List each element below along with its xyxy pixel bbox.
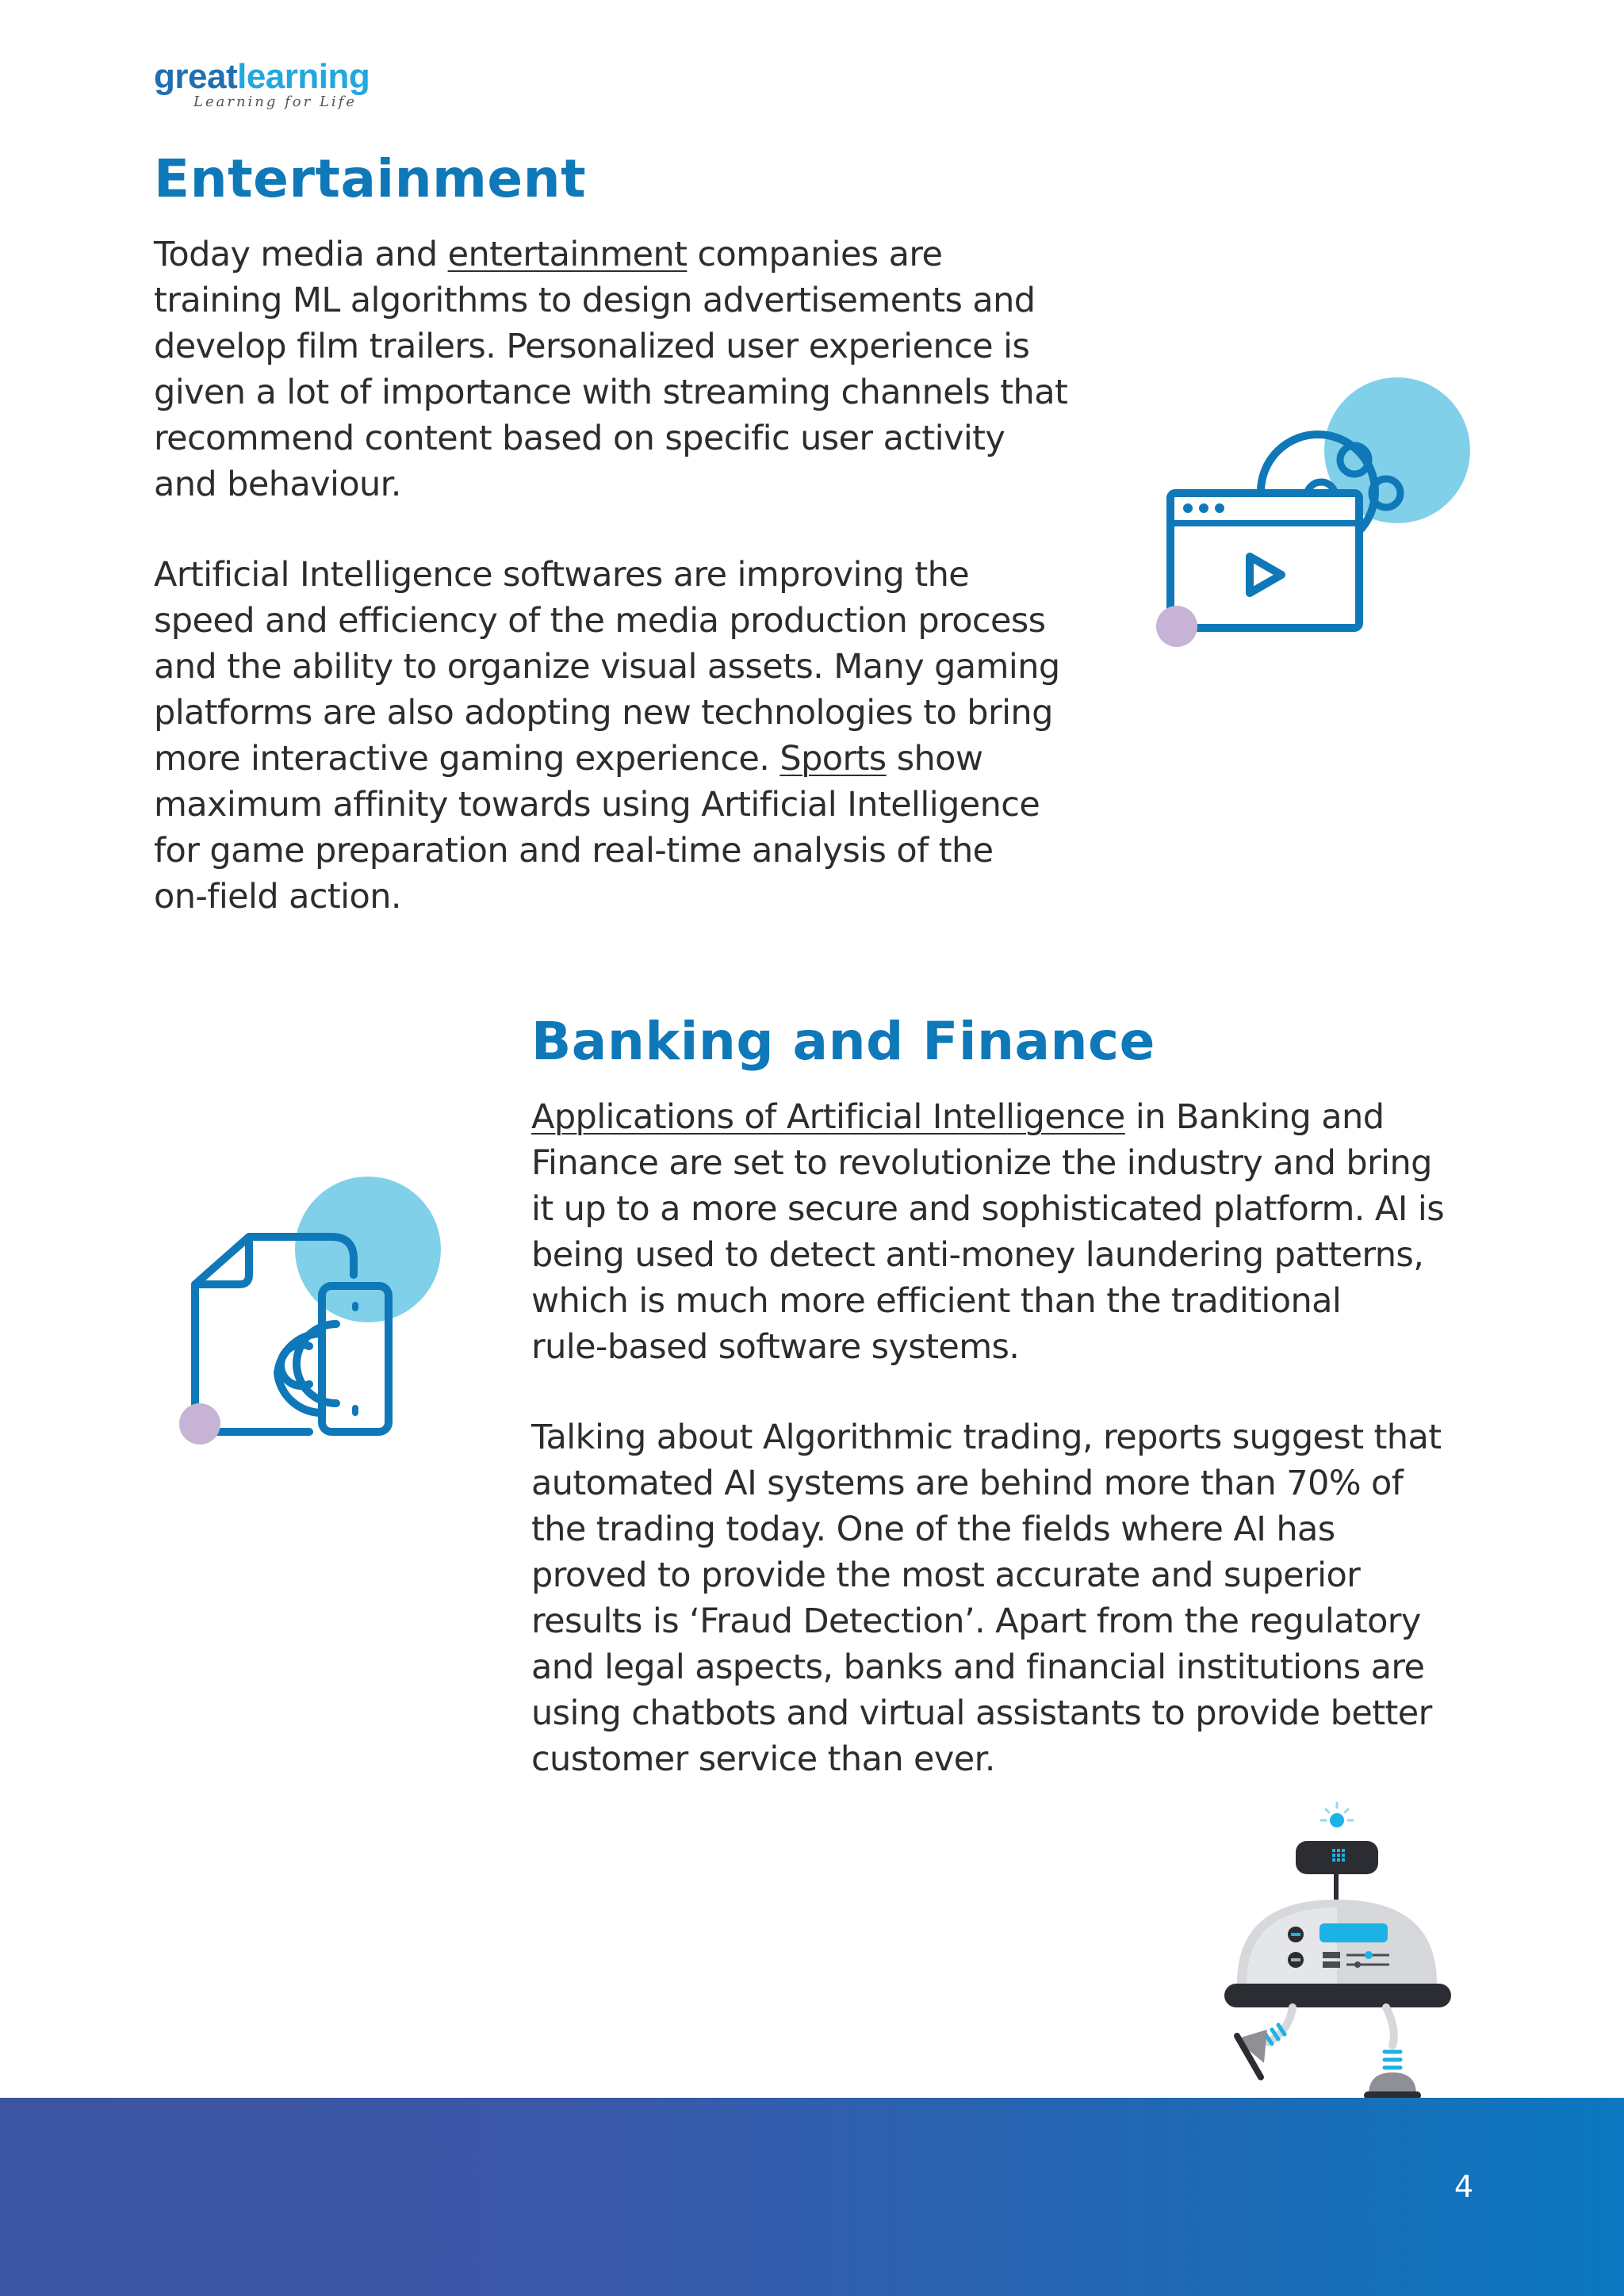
ai-applications-link[interactable]: Applications of Artificial Intelligence [531,1097,1125,1137]
entertainment-paragraph-2: Artificial Intelligence softwares are improving the speed and efficiency of the media production process and the ability to organize visual assets. Many gaming platforms are also adopting new technologies to bring more interactive gaming experience. Sports show maximum affinity towards using Artificial Intelligence for game preparation and real-time analysis of the on-field action. [154,555,1060,916]
logo-wordmark: greatlearning [154,57,370,96]
banking-heading: Banking and Finance [531,1011,1155,1072]
logo-tagline: Learning for Life [193,94,357,110]
entertainment-link[interactable]: entertainment [447,235,688,274]
page-number: 4 [1454,2169,1473,2204]
video-player-film-reel-icon [1142,373,1483,658]
entertainment-heading: Entertainment [154,148,587,209]
sports-link[interactable]: Sports [779,739,887,779]
document-phone-payment-icon [167,1165,460,1451]
robot-illustration [1213,1800,1475,2101]
footer-bar [0,2098,1624,2296]
banking-paragraph-1: Applications of Artificial Intelligence in Banking and Finance are set to revolutionize the industry and bring it up to a more secure and sophisticated platform. AI is being used to detect anti-money laundering patterns, which is much more efficient than the traditional rule-based software systems. [531,1097,1445,1367]
banking-paragraph-2: Talking about Algorithmic trading, reports suggest that automated AI systems are behind more than 70% of the trading today. One of the fields where AI has proved to provide the most accurate and superior results is ‘Fraud Detection’. Apart from the regulatory and legal aspects, banks and financial institutions are using chatbots and virtual assistants to provide better customer service than ever. [531,1418,1442,1779]
entertainment-paragraph-1: Today media and entertainment companies are training ML algorithms to design advertisements and develop film trailers. Personalized user experience is given a lot of importance with streaming channels that recommend content based on specific user activity and behaviour. [154,235,1068,504]
greatlearning-logo [154,57,408,113]
